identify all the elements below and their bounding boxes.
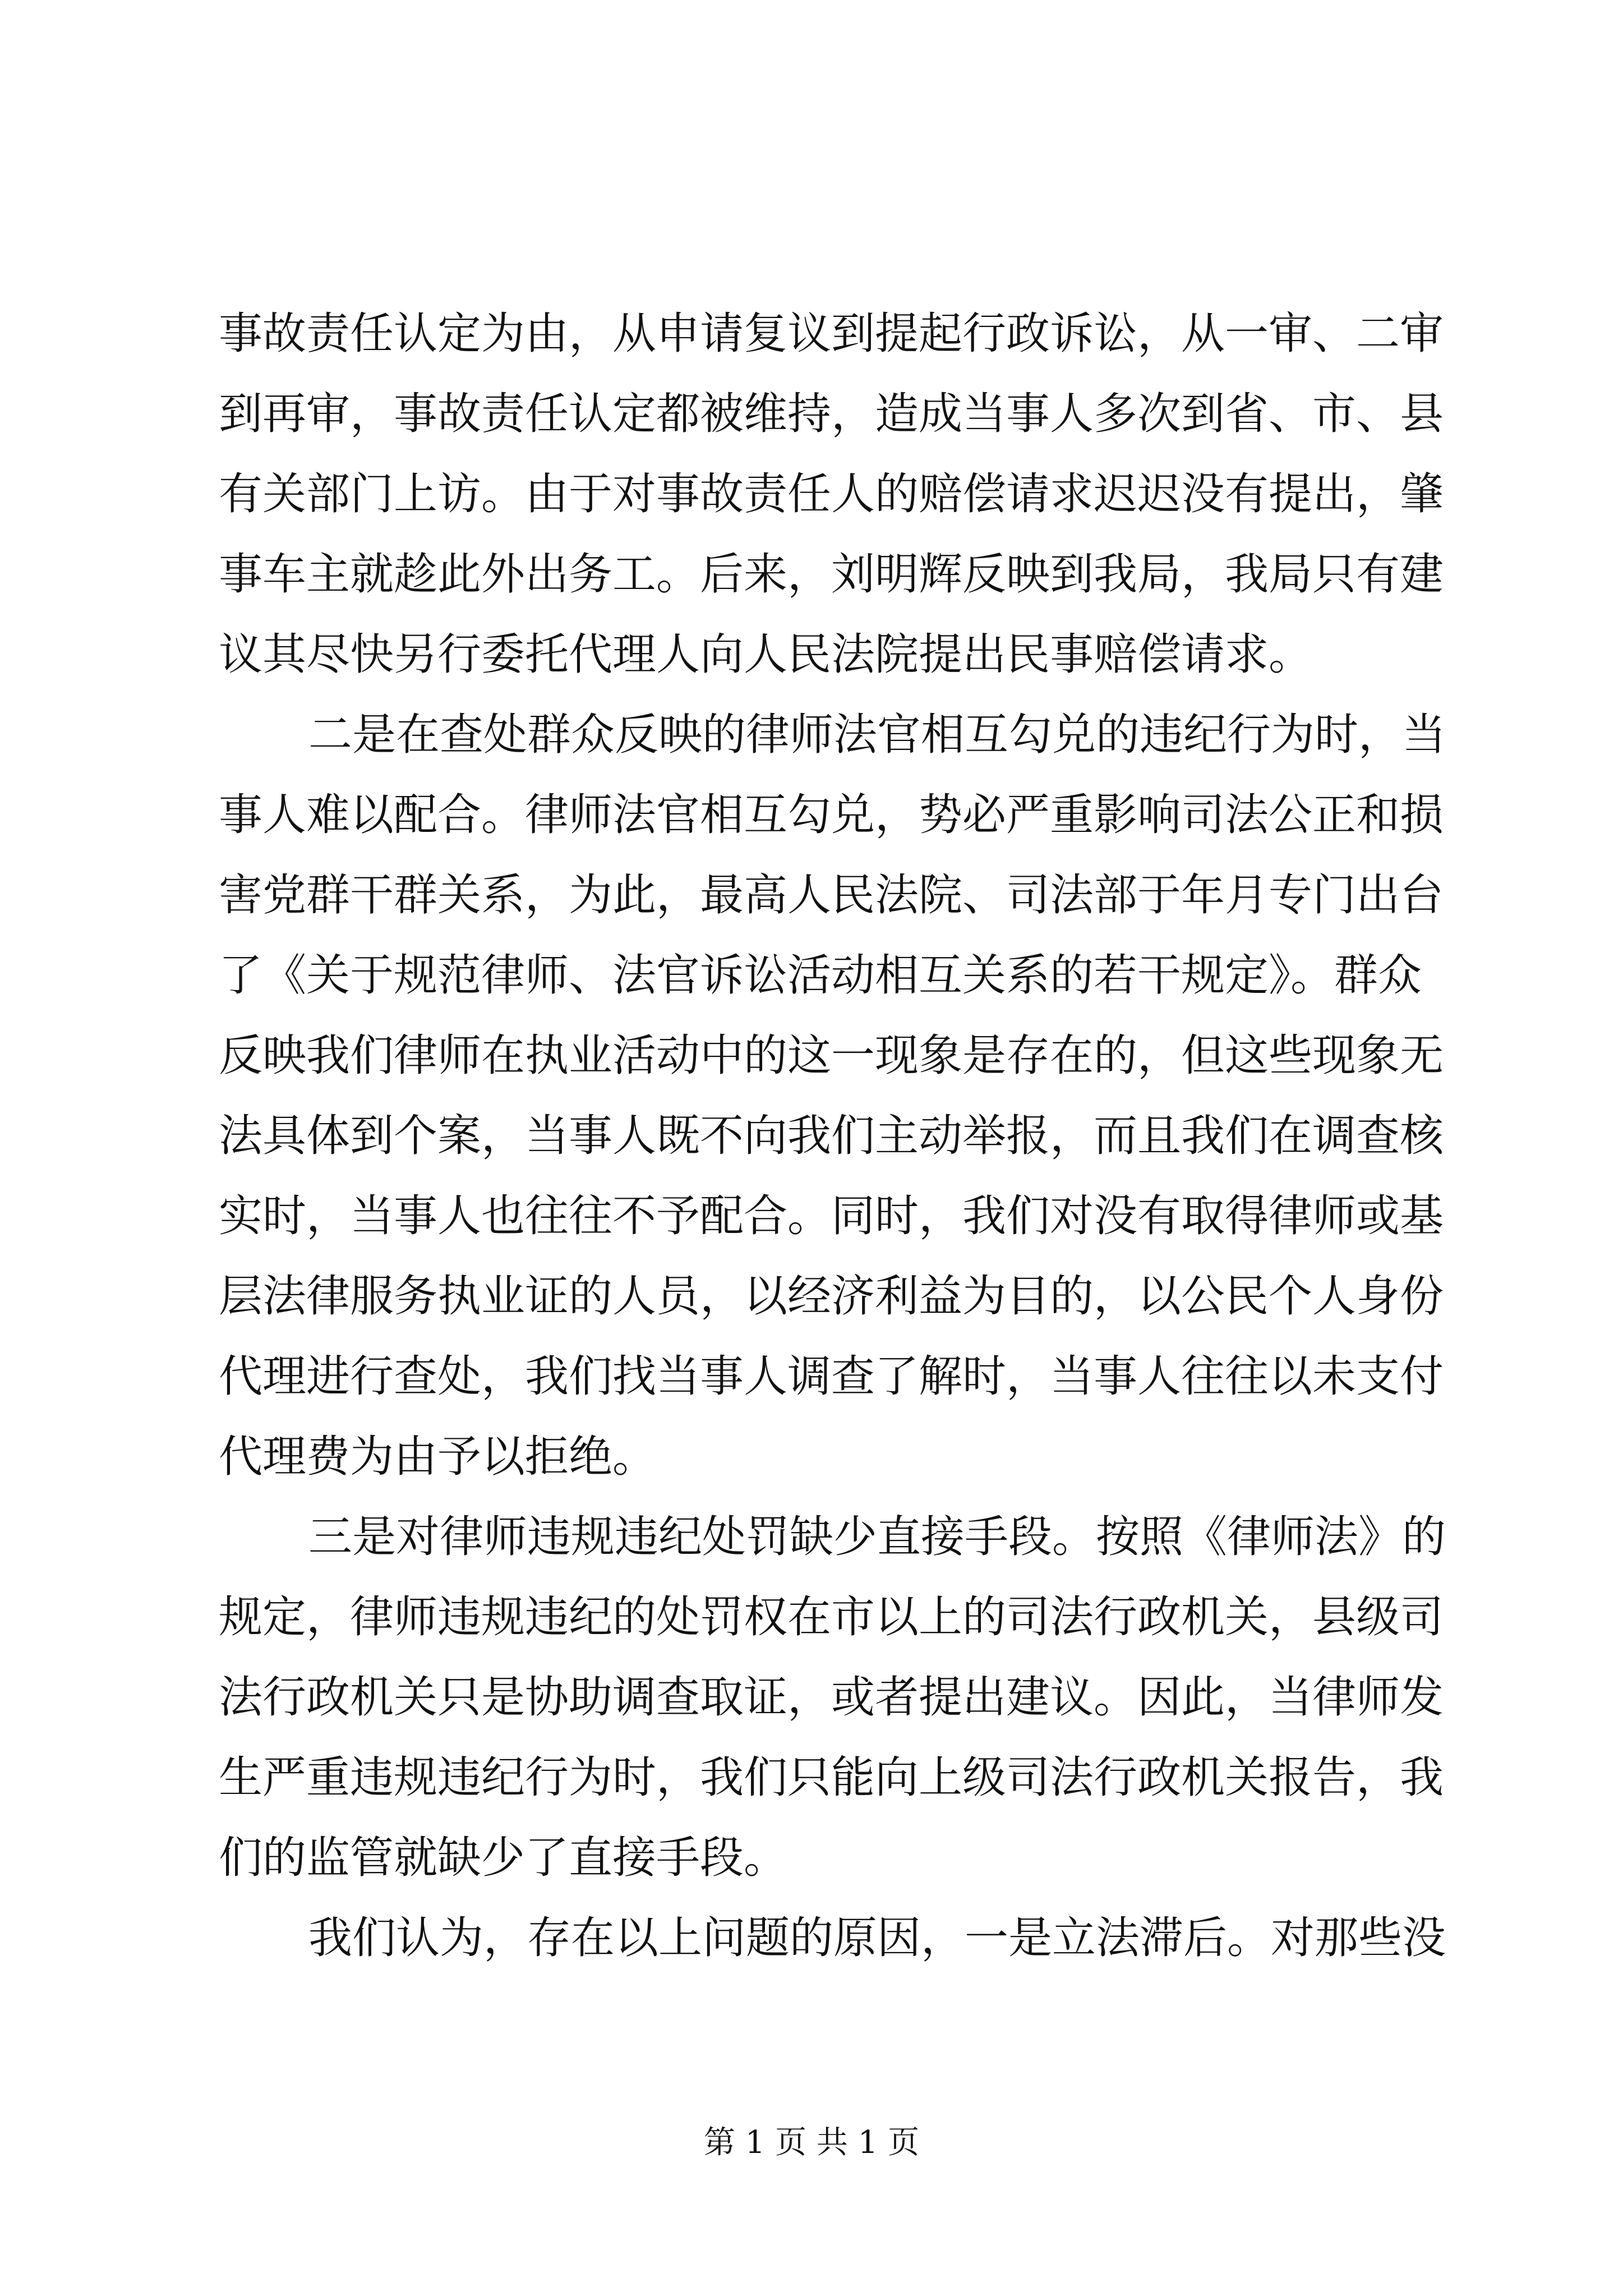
- text-line: 事故责任认定为由，从申请复议到提起行政诉讼，从一审、二审: [219, 309, 1444, 359]
- text-line: 害党群干群关系，为此，最高人民法院、司法部于年月专门出台: [219, 870, 1444, 921]
- text-line: 法行政机关只是协助调查取证，或者提出建议。因此，当律师发: [219, 1672, 1444, 1723]
- text-line: 代理进行查处，我们找当事人调查了解时，当事人往往以未支付: [219, 1351, 1444, 1402]
- text-line: 们的监管就缺少了直接手段。: [219, 1833, 788, 1883]
- text-line: 有关部门上访。由于对事故责任人的赔偿请求迟迟没有提出，肇: [219, 469, 1444, 519]
- document-body: [219, 294, 1446, 1978]
- text-line: 到再审，事故责任认定都被维持，造成当事人多次到省、市、县: [219, 389, 1444, 439]
- text-line: 议其尽快另行委托代理人向人民法院提出民事赔偿请求。: [219, 629, 1313, 680]
- text-line: 了《关于规范律师、法官诉讼活动相互关系的若干规定》。群众: [219, 950, 1422, 1001]
- text-line: 事车主就趁此外出务工。后来，刘明辉反映到我局，我局只有建: [219, 549, 1444, 600]
- text-line: 规定，律师违规违纪的处罚权在市以上的司法行政机关，县级司: [219, 1592, 1444, 1642]
- paragraph-start-line: 二是在查处群众反映的律师法官相互勾兑的违纪行为时，当: [308, 710, 1446, 760]
- text-line: 代理费为由予以拒绝。: [219, 1432, 657, 1482]
- paragraph-start-line: 我们认为，存在以上问题的原因，一是立法滞后。对那些没: [308, 1913, 1446, 1963]
- text-line: 层法律服务执业证的人员，以经济利益为目的，以公民个人身份: [219, 1271, 1444, 1322]
- text-line: 反映我们律师在执业活动中的这一现象是存在的，但这些现象无: [219, 1030, 1444, 1081]
- text-line: 生严重违规违纪行为时，我们只能向上级司法行政机关报告，我: [219, 1752, 1444, 1803]
- paragraph-start-line: 三是对律师违规违纪处罚缺少直接手段。按照《律师法》的: [308, 1512, 1446, 1562]
- text-line: 实时，当事人也往往不予配合。同时，我们对没有取得律师或基: [219, 1191, 1444, 1241]
- page-number-footer: 第 1 页 共 1 页: [703, 2124, 920, 2161]
- text-line: 法具体到个案，当事人既不向我们主动举报，而且我们在调查核: [219, 1111, 1444, 1161]
- text-line: 事人难以配合。律师法官相互勾兑，势必严重影响司法公正和损: [219, 790, 1444, 840]
